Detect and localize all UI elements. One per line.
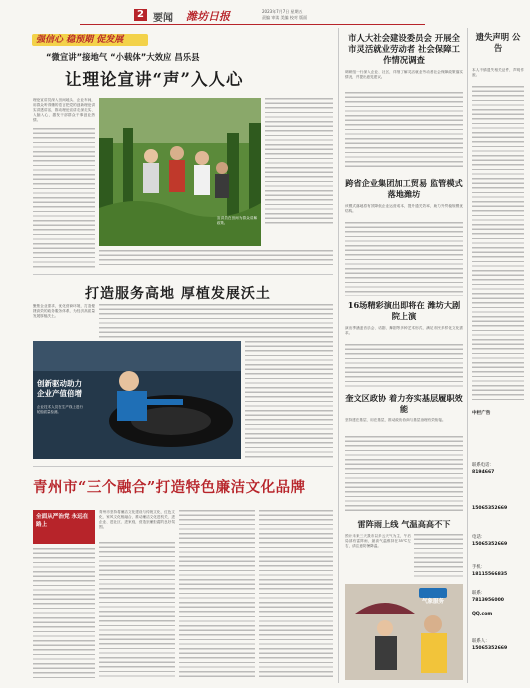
story4-body-text: 坚持建在基层、用在基层，推动政协协商与基层治理有效衔接。 <box>345 418 446 422</box>
weather-service-label <box>419 588 447 605</box>
lead-photo <box>99 98 261 246</box>
ad-item-7: 手机： <box>472 565 486 570</box>
service-photo <box>33 341 241 459</box>
story5-body <box>345 534 411 580</box>
story5-body-text: 预计未来三天我市以多云天气为主，午后局部有雷阵雨，最高气温维持在35℃左右，请注意防暑降温。 <box>345 534 411 549</box>
service-photo-title: 创新驱动助力 企业产值倍增 <box>37 379 82 398</box>
lead-photo-caption: 宣讲员在田间为群众讲解政策。 <box>217 216 257 226</box>
lead-body-text: 理论宣讲员深入田间地头、企业车间，用群众听得懂的语言把党的创新理论讲实讲透讲活，推动理论宣讲走深走实、入脑入心，激发干部群众干事创业热情。 <box>33 98 95 123</box>
ad-listing <box>472 410 524 680</box>
page-header <box>5 6 525 24</box>
story4-body <box>345 418 463 514</box>
masthead: 潍坊日报 <box>186 10 230 23</box>
feature-body-lines-b <box>179 510 255 680</box>
service-text-top <box>33 304 333 340</box>
ad-item-2: 联系电话： <box>472 463 494 468</box>
lead-body-bottom <box>99 250 333 268</box>
column-divider-2 <box>467 28 468 683</box>
lead-body-col1 <box>33 98 95 268</box>
ad-item-13: 15065352669 <box>472 646 508 651</box>
ad-item-3: 8194667 <box>472 470 495 475</box>
lead-kicker: “微宣讲”接地气 “小载体”大效应 昌乐县 <box>46 52 200 62</box>
section-divider-2 <box>33 466 333 467</box>
story4-body-lines <box>345 436 463 514</box>
notice-body-lines <box>472 86 524 402</box>
weather-photo <box>345 584 463 680</box>
banner-tagline: 强信心 稳预期 促发展 <box>36 35 124 45</box>
section-divider-1 <box>33 274 333 275</box>
notice-body <box>472 68 524 403</box>
section-name: 要闻 <box>153 13 173 24</box>
story1-headline: 市人大社会建设委员会 开展全市灵活就业劳动者 社会保障工作情况调查 <box>348 33 460 65</box>
story1-body <box>345 70 463 170</box>
story3-body <box>345 326 463 390</box>
page-number: 2 <box>134 9 147 21</box>
story2-body <box>345 204 463 296</box>
feature-side-tag-text: 全面从严治党 永远在路上 <box>36 514 89 528</box>
feature-body-text: 青州市坚持将廉洁文化建设与传统文化、红色文化、家风文化相融合，推动廉洁文化进机关、进企业、进社区、进家庭，营造崇廉拒腐的良好氛围。 <box>99 510 175 530</box>
ad-item-6: 15065352669 <box>472 542 508 547</box>
street-umbrella-illustration <box>345 584 463 680</box>
ad-item-10: 7813956000 <box>472 598 504 603</box>
feature-body-lines-c <box>259 510 333 680</box>
service-headline: 打造服务高地 厚植发展沃土 <box>85 286 271 302</box>
editor-line: 责编 审读 美编 校对 版面 <box>262 15 308 20</box>
service-photo-note: 企业技术人员在生产线上进行轮胎质量检测。 <box>37 405 83 415</box>
feature-cols <box>99 510 333 680</box>
story3-headline: 16场精彩演出即将在 潍坊大剧院上演 <box>347 300 461 321</box>
theme-banner <box>32 34 148 46</box>
feature-col1 <box>33 548 95 680</box>
ad-item-9: 联系： <box>472 591 486 596</box>
story5-body-lines <box>414 534 463 580</box>
lead-body-col3 <box>265 98 333 226</box>
story4-headline: 奎文区政协 着力夯实基层履职效能 <box>345 393 463 414</box>
header-rule <box>80 24 425 25</box>
notice-body-text: 本人不慎遗失相关证件，声明作废。 <box>472 68 524 78</box>
ad-item-5: 电话： <box>472 535 486 540</box>
lead-body-lines <box>33 128 95 268</box>
story2-body-lines <box>345 222 463 296</box>
story1-body-lines <box>345 92 463 170</box>
lead-headline: 让理论宣讲“声”入人心 <box>65 70 244 89</box>
feature-body-lines-a <box>99 542 175 680</box>
weather-service-text: 气象服务 <box>422 599 445 605</box>
ad-item-11: QQ.com <box>472 612 493 617</box>
ad-item-4: 15065352669 <box>472 506 508 511</box>
story3-body-lines <box>345 344 463 390</box>
story3-body-text: 演出季涵盖音乐会、话剧、舞剧等多种艺术形式，满足市民多样化文化需求。 <box>345 326 463 336</box>
service-body-lines <box>99 304 333 340</box>
issue-date: 2023年7月7日 星期五 <box>262 9 303 14</box>
feature-side-tag <box>33 510 95 544</box>
ad-item-1: 中栏广告 <box>472 411 491 416</box>
story5-headline: 雷阵雨上线 气温高高不下 <box>357 519 451 529</box>
ad-item-8: 18115566835 <box>472 572 508 577</box>
notice-headline: 遗失声明 公告 <box>475 32 521 53</box>
story2-headline: 跨省企业集团加工贸易 监管模式落地潍坊 <box>345 178 463 199</box>
story1-body-text: 调研组一行深入企业、社区，详细了解灵活就业劳动者社会保障政策落实情况，并提出意见建议。 <box>345 70 463 80</box>
column-divider <box>338 28 339 683</box>
story2-body-text: 该模式落地将有效降低企业运营成本，提升通关效率，助力外贸稳规模优结构。 <box>345 204 463 214</box>
service-body-text: 聚焦企业需求，优化营商环境，打造便捷高效的政务服务体系，为经济高质量发展厚植沃土。 <box>33 304 95 319</box>
feature-headline: 青州市“三个融合”打造特色廉洁文化品牌 <box>33 479 306 496</box>
service-body-right <box>245 341 333 459</box>
ad-item-12: 联系人： <box>472 639 490 644</box>
